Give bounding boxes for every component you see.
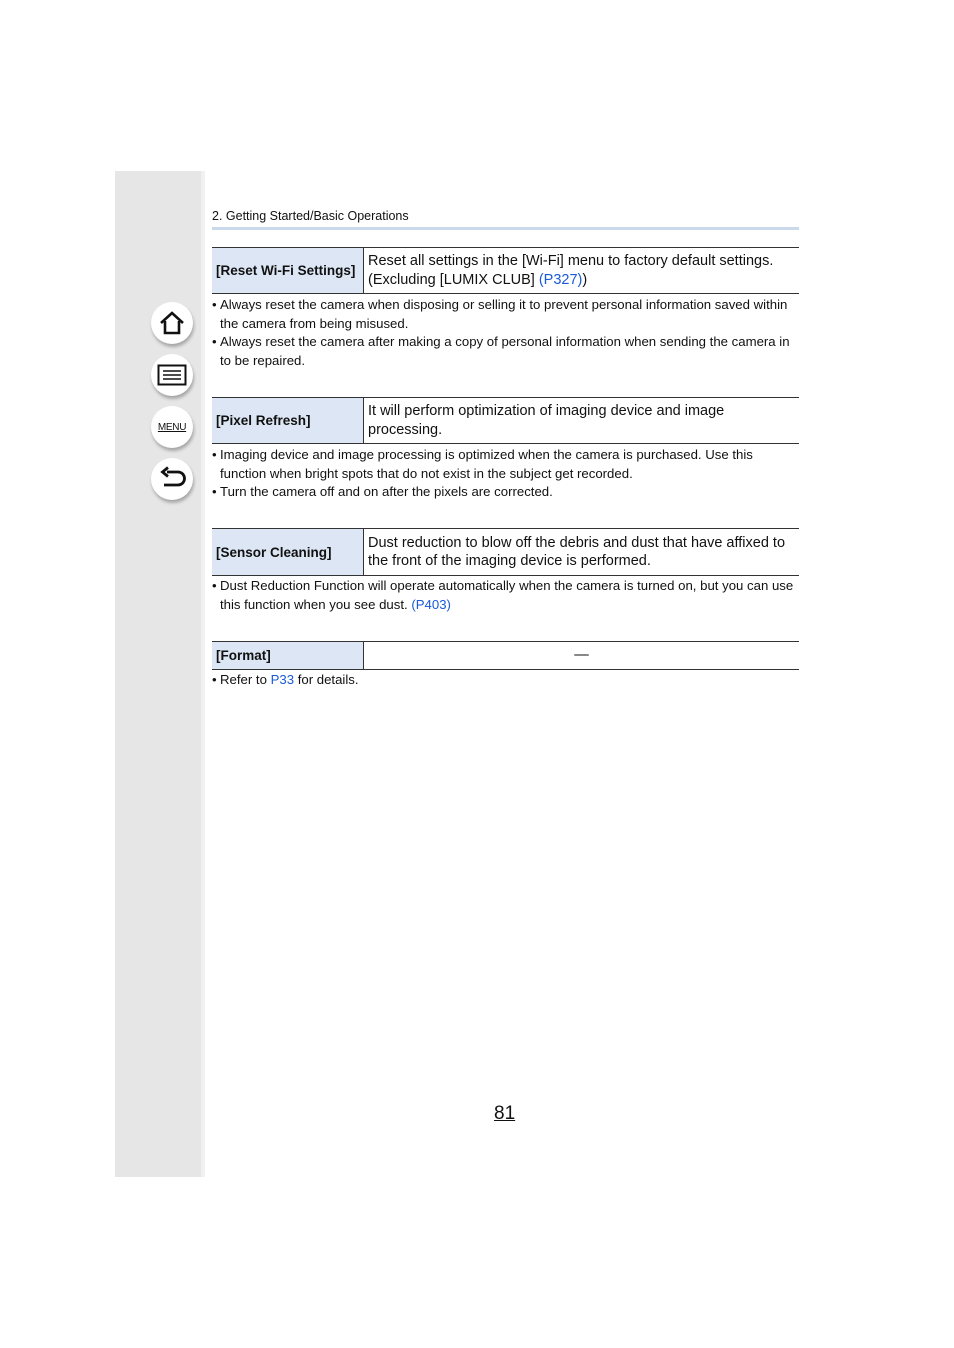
notes-pixel-refresh [212,446,799,502]
bullet: • [212,578,217,593]
page-link-p403[interactable]: (P403) [411,596,451,612]
menu-button[interactable] [151,406,193,448]
row-label: [Format] [212,642,364,669]
return-arrow-icon [158,466,186,492]
page-link-p33[interactable]: P33 [270,672,295,687]
home-button[interactable] [151,302,193,344]
row-description-tail: ) [582,271,588,288]
bullet: • [212,447,217,462]
table-row-format [212,641,799,670]
row-label: [Pixel Refresh] [212,398,364,443]
note-text: Always reset the camera when disposing or selling it to prevent personal information saved within the camera from being misused. [220,297,788,331]
note-text-tail: for details. [294,672,359,687]
menu-label: MENU [157,421,187,433]
contents-button[interactable] [151,354,193,396]
list-item [212,446,799,483]
list-item [212,296,799,333]
page-number: 81 [494,1103,516,1124]
list-icon [157,364,187,386]
breadcrumb: 2. Getting Started/Basic Operations [212,209,409,223]
note-text: Always reset the camera after making a copy of personal information when sending the camera in to be repaired. [220,334,790,368]
header-rule [212,227,799,230]
row-description: — [574,647,589,664]
row-label: [Sensor Cleaning] [212,529,364,575]
back-button[interactable] [151,458,193,500]
notes-format [212,671,799,690]
notes-reset-wifi [212,296,799,370]
list-item [212,577,799,614]
list-item [212,333,799,370]
bullet: • [212,672,217,687]
table-row-sensor-cleaning [212,528,799,576]
note-text: Dust Reduction Function will operate automatically when the camera is turned on, but you can use this function when you see dust. [220,578,794,612]
bullet: • [212,334,217,350]
row-label: [Reset Wi-Fi Settings] [212,248,364,293]
list-item [212,483,799,502]
note-text: Turn the camera off and on after the pixels are corrected. [220,484,553,500]
home-icon [158,310,186,336]
table-row-pixel-refresh [212,397,799,444]
note-text: Imaging device and image processing is optimized when the camera is purchased. Use this function when bright spots that do not exist in the subject get recorded. [220,447,753,481]
table-row-reset-wifi [212,247,799,294]
row-description: Dust reduction to blow off the debris and dust that have affixed to the front of the imaging device is performed. [368,534,786,569]
bullet: • [212,484,217,500]
list-item [212,671,799,690]
page-link-p327[interactable]: (P327) [538,271,583,288]
row-description [364,248,799,293]
notes-sensor-cleaning [212,577,799,614]
note-text: Refer to [220,672,271,687]
bullet: • [212,297,217,312]
sidebar-edge [201,171,205,1177]
row-description: It will perform optimization of imaging device and image processing. [368,403,725,438]
row-description-text: Reset all settings in the [Wi-Fi] menu to factory default settings. (Excluding [LUMIX CLUB] [368,253,774,288]
